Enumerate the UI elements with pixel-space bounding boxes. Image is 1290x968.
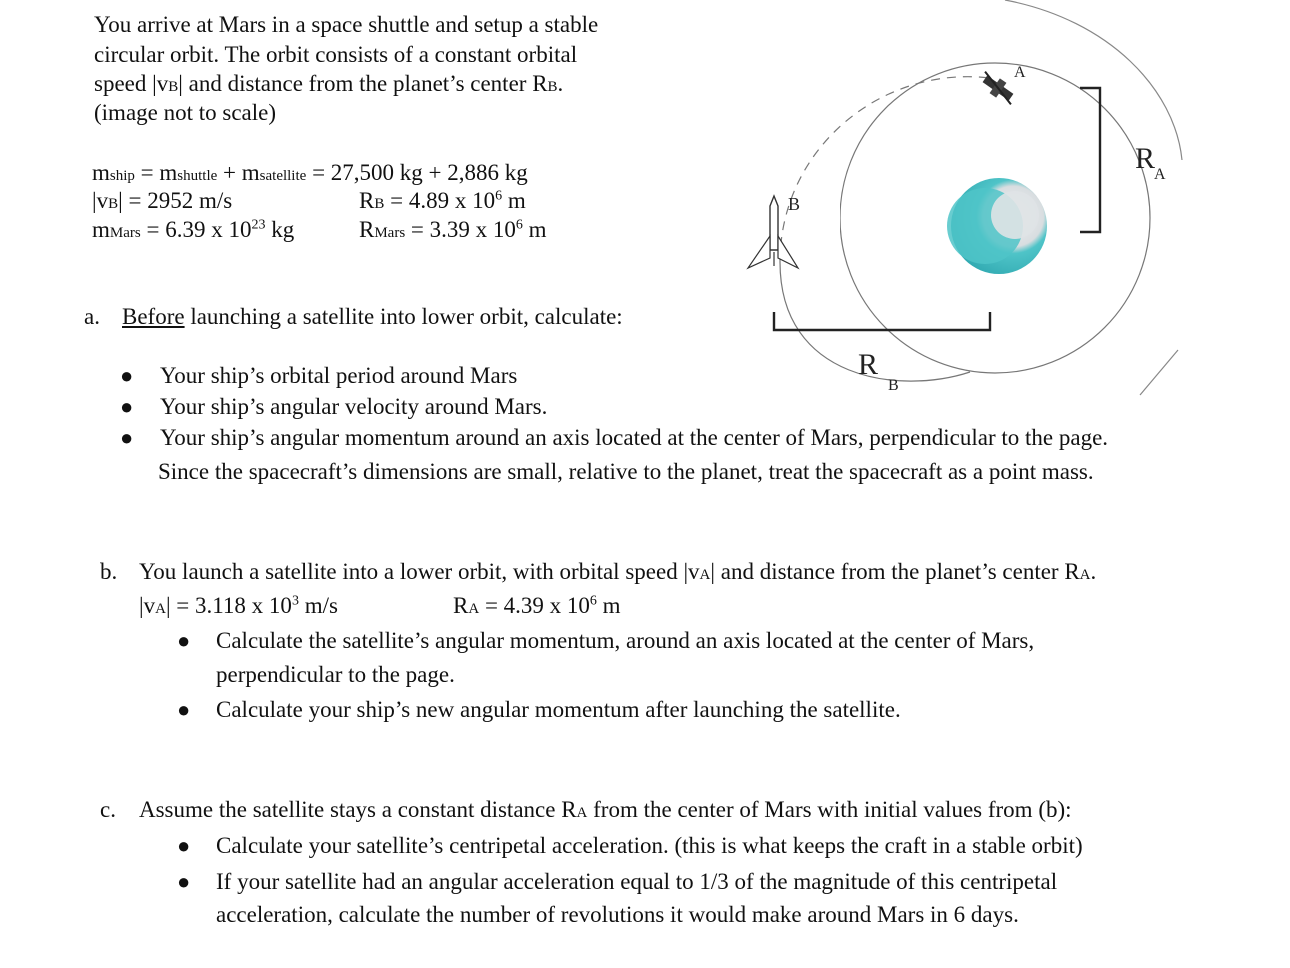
- intro-line-3: speed |vB| and distance from the planet’s center RB.: [94, 71, 564, 96]
- ra-label: R: [1135, 142, 1156, 175]
- mars-shadow: [991, 191, 1039, 239]
- label-b: B: [788, 194, 801, 214]
- part-b-item-1-line-1: Calculate the satellite’s angular momentum, around an axis located at the center of Mars,: [216, 628, 1035, 653]
- part-a-label: a.: [84, 304, 100, 329]
- outer-orbit-arc-lower: [1140, 350, 1178, 395]
- outer-orbit-arc: [1005, 0, 1182, 160]
- part-a-heading: Before launching a satellite into lower orbit, calculate:: [122, 304, 623, 329]
- ra-bracket: [1080, 88, 1100, 232]
- part-c-label: c.: [100, 797, 116, 822]
- bullet-icon: ●: [120, 363, 134, 388]
- bullet-icon: ●: [177, 628, 191, 653]
- ra-label-sub: A: [1154, 166, 1166, 183]
- part-b-label: b.: [100, 559, 118, 584]
- part-b-heading: You launch a satellite into a lower orbit, with orbital speed |vA| and distance from the planet’s center RA.: [139, 559, 1097, 584]
- bullet-icon: ●: [120, 425, 134, 450]
- bullet-icon: ●: [120, 394, 134, 419]
- label-a: A: [1014, 64, 1026, 81]
- bullet-icon: ●: [177, 869, 191, 894]
- bullet-icon: ●: [177, 833, 191, 858]
- part-a-item-3-line-2: Since the spacecraft’s dimensions are small, relative to the planet, treat the spacecraft as a point mass.: [158, 459, 1094, 484]
- part-c-item-2-line-1: If your satellite had an angular acceleration equal to 1/3 of the magnitude of this centripetal: [216, 869, 1058, 894]
- given-mass-equation: mship = mshuttle + msatellite = 27,500 kg + 2,886 kg: [92, 160, 528, 185]
- rb-label: R: [858, 348, 879, 381]
- part-c-heading: Assume the satellite stays a constant distance RA from the center of Mars with initial values from (b):: [139, 797, 1072, 822]
- part-b-item-2: Calculate your ship’s new angular momentum after launching the satellite.: [216, 697, 901, 722]
- part-a-item-3-line-1: Your ship’s angular momentum around an axis located at the center of Mars, perpendicular to the page.: [160, 425, 1109, 450]
- given-rb: RB = 4.89 x $10^6$ m: [359, 188, 526, 213]
- rb-bracket: [774, 312, 990, 330]
- rb-label-sub: B: [888, 377, 899, 394]
- given-rmars: RMars = 3.39 x $10^6$ m: [359, 217, 547, 242]
- given-va: |vA| = 3.118 x $10^3$ m/s: [139, 593, 338, 618]
- given-ra: RA = 4.39 x $10^6$ m: [453, 593, 621, 618]
- part-a-item-2: Your ship’s angular velocity around Mars.: [160, 394, 548, 419]
- part-c-item-1: Calculate your satellite’s centripetal acceleration. (this is what keeps the craft in a stable orbit): [216, 833, 1083, 858]
- intro-line-4: (image not to scale): [94, 100, 277, 125]
- given-mmars: mMars = 6.39 x $10^{23}$ kg: [92, 217, 295, 242]
- part-b-item-1-line-2: perpendicular to the page.: [216, 662, 455, 687]
- part-a-item-1: Your ship’s orbital period around Mars: [160, 363, 518, 388]
- part-c-item-2-line-2: acceleration, calculate the number of revolutions it would make around Mars in 6 days.: [216, 902, 1019, 927]
- bullet-icon: ●: [177, 697, 191, 722]
- intro-line-1: You arrive at Mars in a space shuttle and setup a stable: [94, 12, 599, 37]
- intro-line-2: circular orbit. The orbit consists of a constant orbital: [94, 42, 578, 67]
- given-vb: |vB| = 2952 m/s: [92, 188, 233, 213]
- orbit-diagram: [730, 0, 1210, 410]
